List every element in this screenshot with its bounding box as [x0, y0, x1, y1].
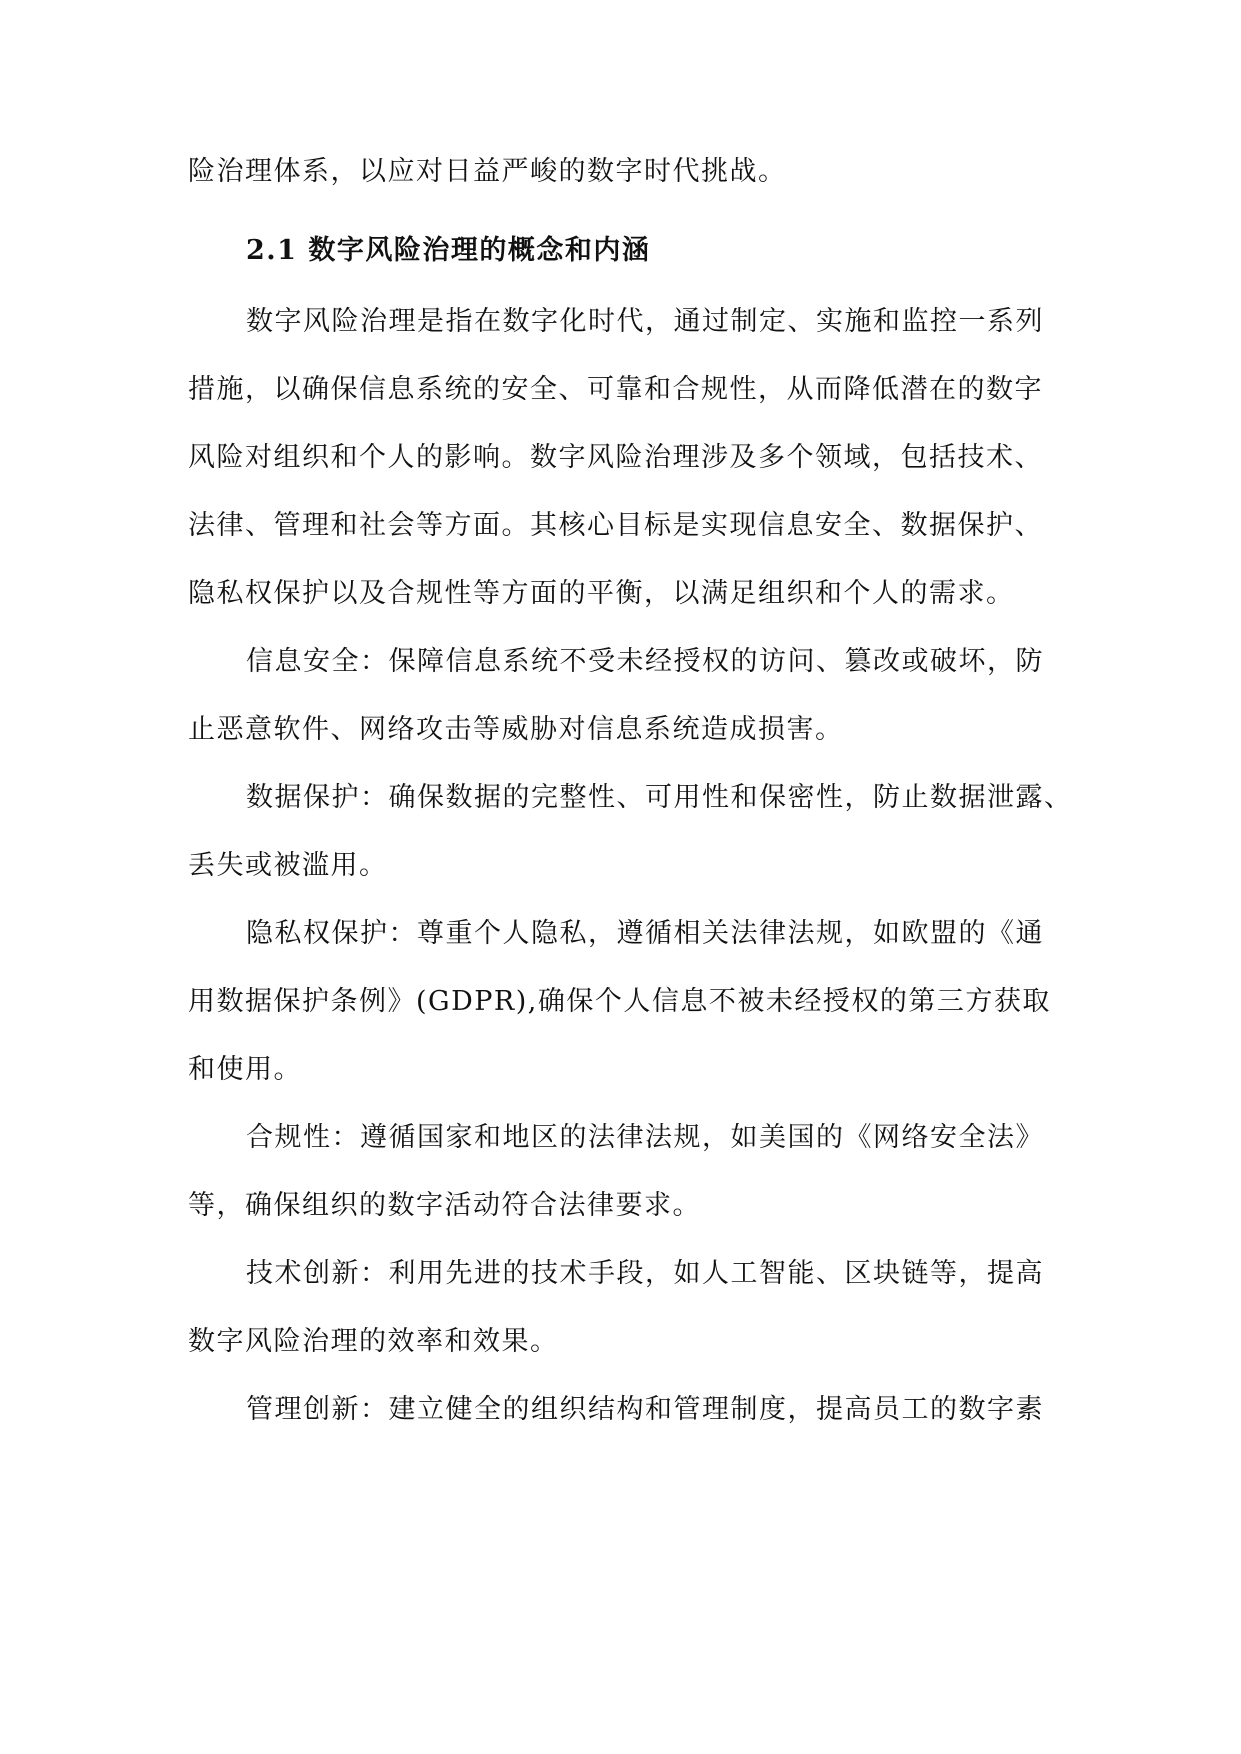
- paragraph-line: 隐私权保护：尊重个人隐私，遵循相关法律法规，如欧盟的《通: [246, 918, 1044, 949]
- paragraph-line: 措施，以确保信息系统的安全、可靠和合规性，从而降低潜在的数字: [188, 374, 1043, 405]
- paragraph-line: 数字风险治理是指在数字化时代，通过制定、实施和监控一系列: [246, 306, 1044, 337]
- section-heading: 2.1 数字风险治理的概念和内涵: [246, 235, 651, 266]
- paragraph-line: 用数据保护条例》(GDPR),确保个人信息不被未经授权的第三方获取: [188, 986, 1051, 1017]
- paragraph-line: 丢失或被滥用。: [188, 850, 388, 881]
- paragraph-line: 隐私权保护以及合规性等方面的平衡，以满足组织和个人的需求。: [188, 578, 1015, 609]
- paragraph-line: 合规性：遵循国家和地区的法律法规，如美国的《网络安全法》: [246, 1122, 1044, 1153]
- paragraph-line: 信息安全：保障信息系统不受未经授权的访问、篡改或破坏，防: [246, 646, 1044, 677]
- paragraph-line: 技术创新：利用先进的技术手段，如人工智能、区块链等，提高: [246, 1258, 1044, 1289]
- paragraph-line: 和使用。: [188, 1054, 302, 1085]
- paragraph-line: 止恶意软件、网络攻击等威胁对信息系统造成损害。: [188, 714, 844, 745]
- paragraph-line: 法律、管理和社会等方面。其核心目标是实现信息安全、数据保护、: [188, 510, 1043, 541]
- paragraph-line: 等，确保组织的数字活动符合法律要求。: [188, 1190, 701, 1221]
- paragraph-line: 数据保护：确保数据的完整性、可用性和保密性，防止数据泄露、: [246, 782, 1073, 813]
- paragraph-line: 管理创新：建立健全的组织结构和管理制度，提高员工的数字素: [246, 1394, 1044, 1425]
- paragraph-line: 险治理体系，以应对日益严峻的数字时代挑战。: [188, 156, 787, 187]
- paragraph-line: 风险对组织和个人的影响。数字风险治理涉及多个领域，包括技术、: [188, 442, 1043, 473]
- paragraph-line: 数字风险治理的效率和效果。: [188, 1326, 559, 1357]
